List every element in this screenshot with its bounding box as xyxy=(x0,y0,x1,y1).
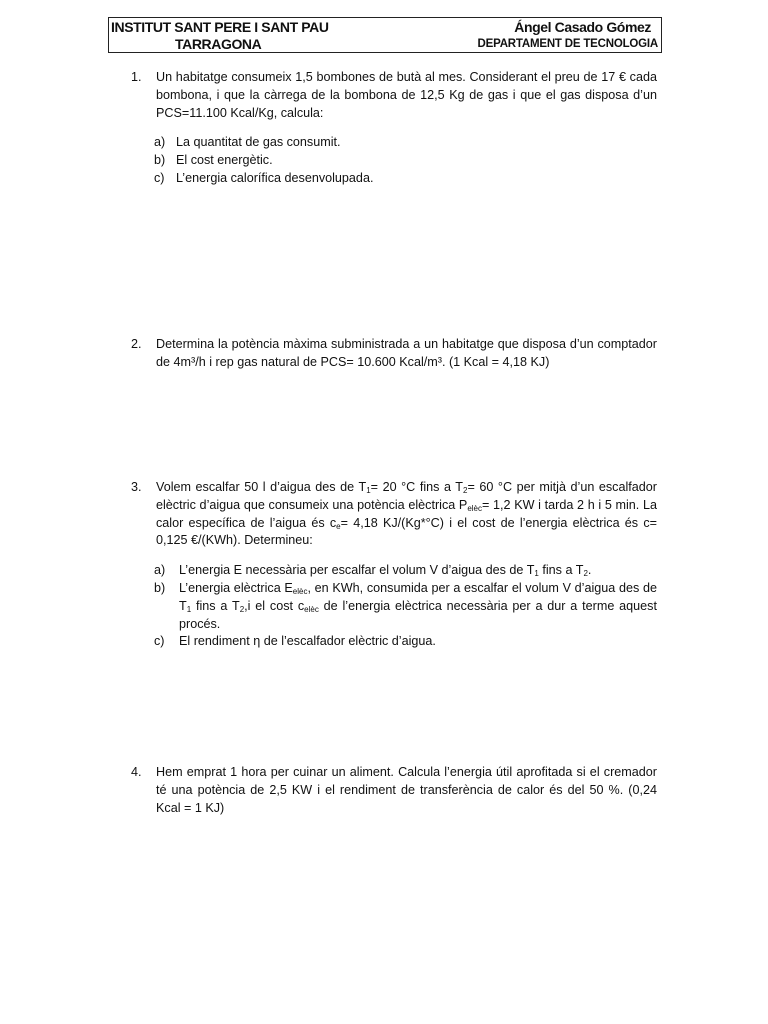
list-item xyxy=(156,170,657,188)
question-3 xyxy=(131,479,657,651)
list-item xyxy=(156,152,657,170)
list-item xyxy=(156,633,657,651)
page-header xyxy=(108,17,662,53)
item-label: c) xyxy=(154,634,165,649)
question-number: 2. xyxy=(131,337,142,351)
school-city: TARRAGONA xyxy=(175,36,262,52)
item-text: El cost energètic. xyxy=(176,153,273,168)
item-text: L’energia E necessària per escalfar el volum V d’aigua des de $T_1$ fins a $T_2$. xyxy=(179,563,592,579)
author-name: Ángel Casado Gómez xyxy=(514,19,651,35)
question-2 xyxy=(131,336,657,372)
item-text: L’energia calorífica desenvolupada. xyxy=(176,170,374,185)
question-items xyxy=(131,562,657,651)
question-text: Un habitatge consumeix 1,5 bombones de butà al mes. Considerant el preu de 17 € cada bombona, i que la càrrega de la bombona de 12,5 Kg de gas i que el gas disposa d’un PCS=11.100 Kcal/Kg, calcula: xyxy=(156,70,657,120)
list-item xyxy=(156,580,657,633)
question-text: Determina la potència màxima subministrada a un habitatge que disposa d’un comptador de 4m³/h i rep gas natural de PCS= 10.600 Kcal/m³. (1 Kcal = 4,18 KJ) xyxy=(156,337,657,369)
list-item xyxy=(156,134,657,152)
question-4 xyxy=(131,764,657,817)
question-1 xyxy=(131,69,657,188)
question-number: 4. xyxy=(131,765,142,779)
school-name: INSTITUT SANT PERE I SANT PAU xyxy=(111,19,329,35)
item-text: La quantitat de gas consumit. xyxy=(176,135,341,150)
item-text: El rendiment η de l’escalfador elèctric d’aigua. xyxy=(179,634,436,649)
question-number: 1. xyxy=(131,70,142,84)
item-label: b) xyxy=(154,153,166,168)
item-text: L’energia elèctrica $E_{elèc}$, en KWh, consumida per a escalfar el volum V d’aigua des de $T_1$ fins a $T_2,i$ el cost $c_{elèc}$ de l’energia elèctrica necessària per a dur a terme aquest procés. xyxy=(179,580,657,631)
item-label: a) xyxy=(154,563,166,578)
item-label: a) xyxy=(154,135,166,150)
item-label: c) xyxy=(154,170,165,185)
question-text: Volem escalfar 50 l d’aigua des de $T_1= 20$ °C fins a $T_2= 60$ °C per mitjà d’un escalfador elèctric d’aigua que consumeix una potència elèctrica $P_{elèc}= 1,2$ KW i tarda 2 h i 5 min. La calor específica de l’aigua és $c_e= 4,18$ KJ/(Kg*°C) i el cost de l’energia elèctrica és c= 0,125 €/(KWh). Determineu: xyxy=(156,480,657,548)
department-name: DEPARTAMENT DE TECNOLOGIA xyxy=(477,38,658,50)
question-number: 3. xyxy=(131,480,142,494)
item-label: b) xyxy=(154,580,166,595)
question-items xyxy=(131,134,657,187)
list-item xyxy=(156,562,657,580)
question-text: Hem emprat 1 hora per cuinar un aliment. Calcula l’energia útil aprofitada si el cremador té una potència de 2,5 KW i el rendiment de transferència de calor és del 50 %. (0,24 Kcal = 1 KJ) xyxy=(156,765,657,815)
